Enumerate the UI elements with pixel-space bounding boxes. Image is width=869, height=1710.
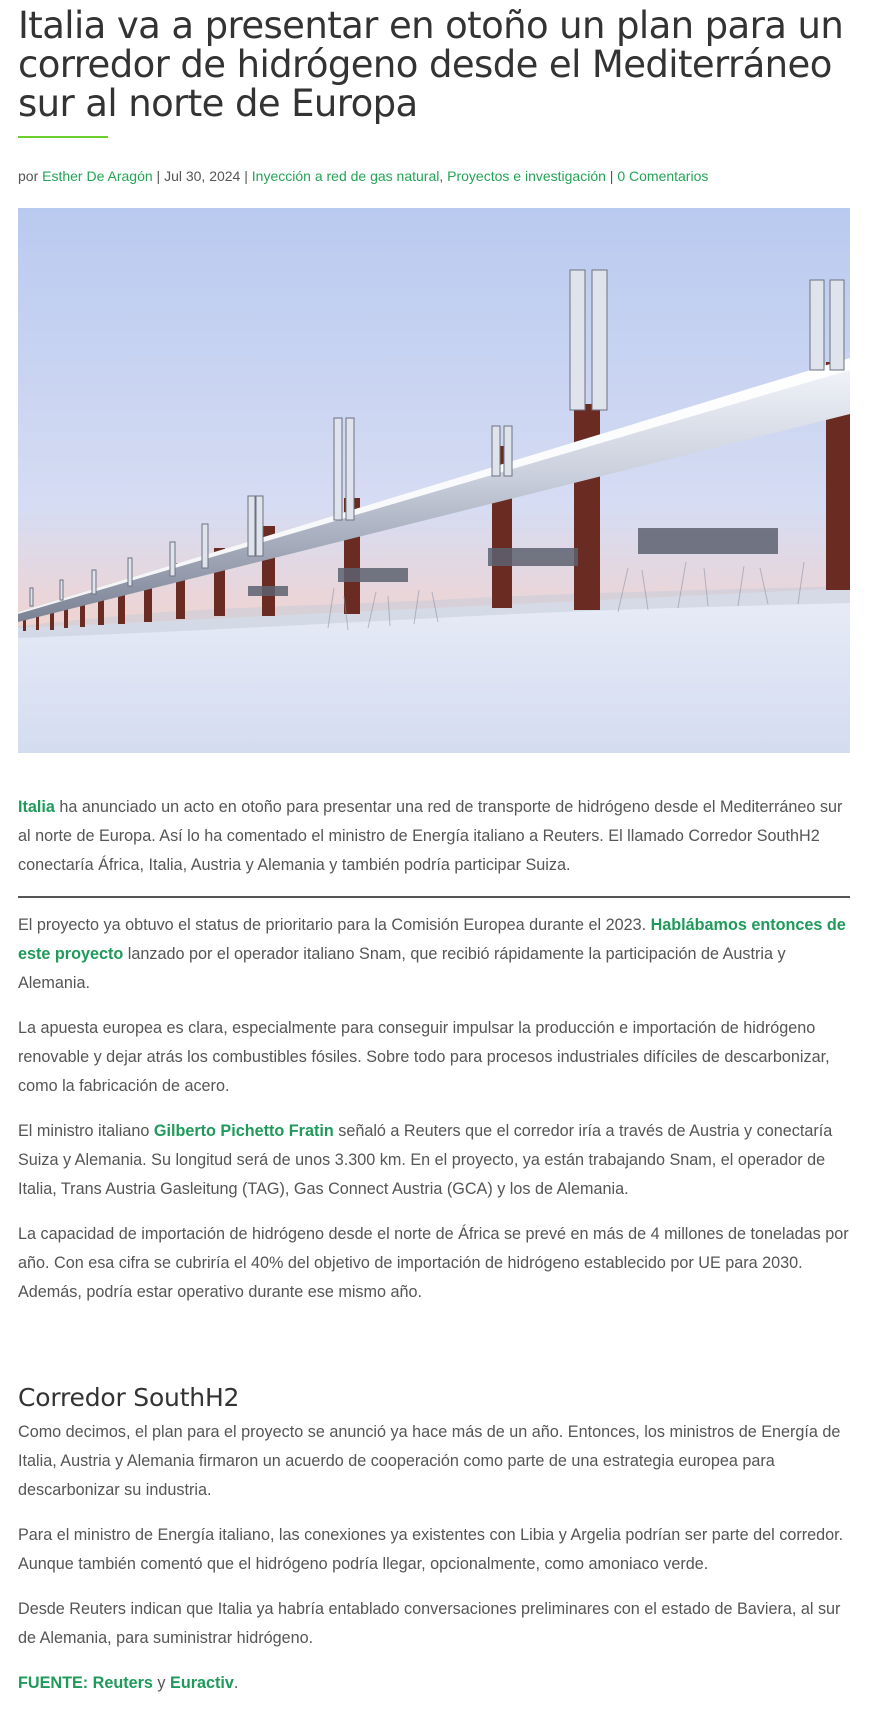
- meta-by: por: [18, 168, 43, 184]
- article-title: Italia va a presentar en otoño un plan para un corredor de hidrógeno desde el Mediterráneo sur al norte de Europa: [18, 4, 844, 125]
- paragraph-text: lanzado por el operador italiano Snam, que recibió rápidamente la participación de Austria y Alemania.: [18, 945, 786, 992]
- author-link[interactable]: Esther De Aragón: [42, 168, 153, 184]
- reuters-link[interactable]: Reuters: [92, 1674, 153, 1692]
- euractiv-link[interactable]: Euractiv: [170, 1674, 234, 1692]
- source-line: [18, 1669, 850, 1698]
- article-body: [18, 793, 850, 1698]
- meta-separator: |: [240, 168, 252, 184]
- meta-comma: ,: [439, 168, 448, 184]
- source-end: .: [233, 1674, 239, 1692]
- paragraph-text: El proyecto ya obtuvo el status de prioritario para la Comisión Europea durante el 2023.: [18, 916, 651, 934]
- paragraph-import-capacity: La capacidad de importación de hidrógeno desde el norte de África se prevé en más de 4 millones de toneladas por año. Con esa cifra se cubriría el 40% del objetivo de importación de hidrógeno establecido por UE para 2030. Además, podría estar operativo durante ese mismo año.: [18, 1225, 849, 1301]
- meta-separator: |: [152, 168, 165, 184]
- section-divider: [18, 896, 850, 898]
- italia-link[interactable]: Italia: [18, 798, 55, 816]
- paragraph-connections: Para el ministro de Energía italiano, las conexiones ya existentes con Libia y Argelia podrían ser parte del corredor. Aunque también comentó que el hidrógeno podría llegar, opcionalmente, como amoniaco verde.: [18, 1526, 844, 1573]
- section-heading: Corredor SouthH2: [18, 1383, 240, 1412]
- hero-image: [18, 208, 850, 753]
- paragraph-european-bet: La apuesta europea es clara, especialmente para conseguir impulsar la producción e importación de hidrógeno renovable y dejar atrás los combustibles fósiles. Sobre todo para procesos industriales difíciles de descarbonizar, como la fabricación de acero.: [18, 1019, 830, 1095]
- comments-link[interactable]: 0 Comentarios: [617, 168, 709, 184]
- category-link-projects[interactable]: Proyectos e investigación: [447, 168, 606, 184]
- pipeline-snow-illustration: [18, 208, 850, 753]
- meta-separator: |: [605, 168, 618, 184]
- article-container: [18, 0, 850, 1698]
- minister-link[interactable]: Gilberto Pichetto Fratin: [153, 1122, 334, 1140]
- paragraph-bavaria: Desde Reuters indican que Italia ya habría entablado conversaciones preliminares con el estado de Baviera, al sur de Alemania, para suministrar hidrógeno.: [18, 1600, 841, 1647]
- source-label: FUENTE:: [18, 1674, 89, 1692]
- post-meta: [18, 168, 850, 184]
- post-date: Jul 30, 2024: [164, 168, 241, 184]
- paragraph-priority-status: [18, 911, 850, 998]
- paragraph-minister: [18, 1117, 850, 1204]
- intro-paragraph: [18, 793, 850, 880]
- category-link-gas-injection[interactable]: Inyección a red de gas natural: [251, 168, 440, 184]
- source-and: y: [152, 1674, 171, 1692]
- title-accent-rule: [18, 136, 108, 138]
- paragraph-announcement: Como decimos, el plan para el proyecto se anunció ya hace más de un año. Entonces, los ministros de Energía de Italia, Austria y Alemania firmaron un acuerdo de cooperación como parte de una estrategia europea para descarbonizar su industria.: [18, 1423, 841, 1499]
- intro-text: ha anunciado un acto en otoño para presentar una red de transporte de hidrógeno desde el Mediterráneo sur al norte de Europa. Así lo ha comentado el ministro de Energía italiano a Reuters. El llamado Corredor SouthH2 conectaría África, Italia, Austria y Alemania y también podría participar Suiza.: [18, 798, 843, 874]
- paragraph-text: El ministro italiano: [18, 1122, 154, 1140]
- paragraph-text: señaló a Reuters que el corredor iría a través de Austria y conectaría Suiza y Alemania. Su longitud será de unos 3.300 km. En el proyecto, ya están trabajando Snam, el operador de Italia, Trans Austria Gasleitung (TAG), Gas Connect Austria (GCA) y los de Alemania.: [18, 1122, 833, 1198]
- previous-article-link[interactable]: Hablábamos entonces de este proyecto: [18, 916, 846, 963]
